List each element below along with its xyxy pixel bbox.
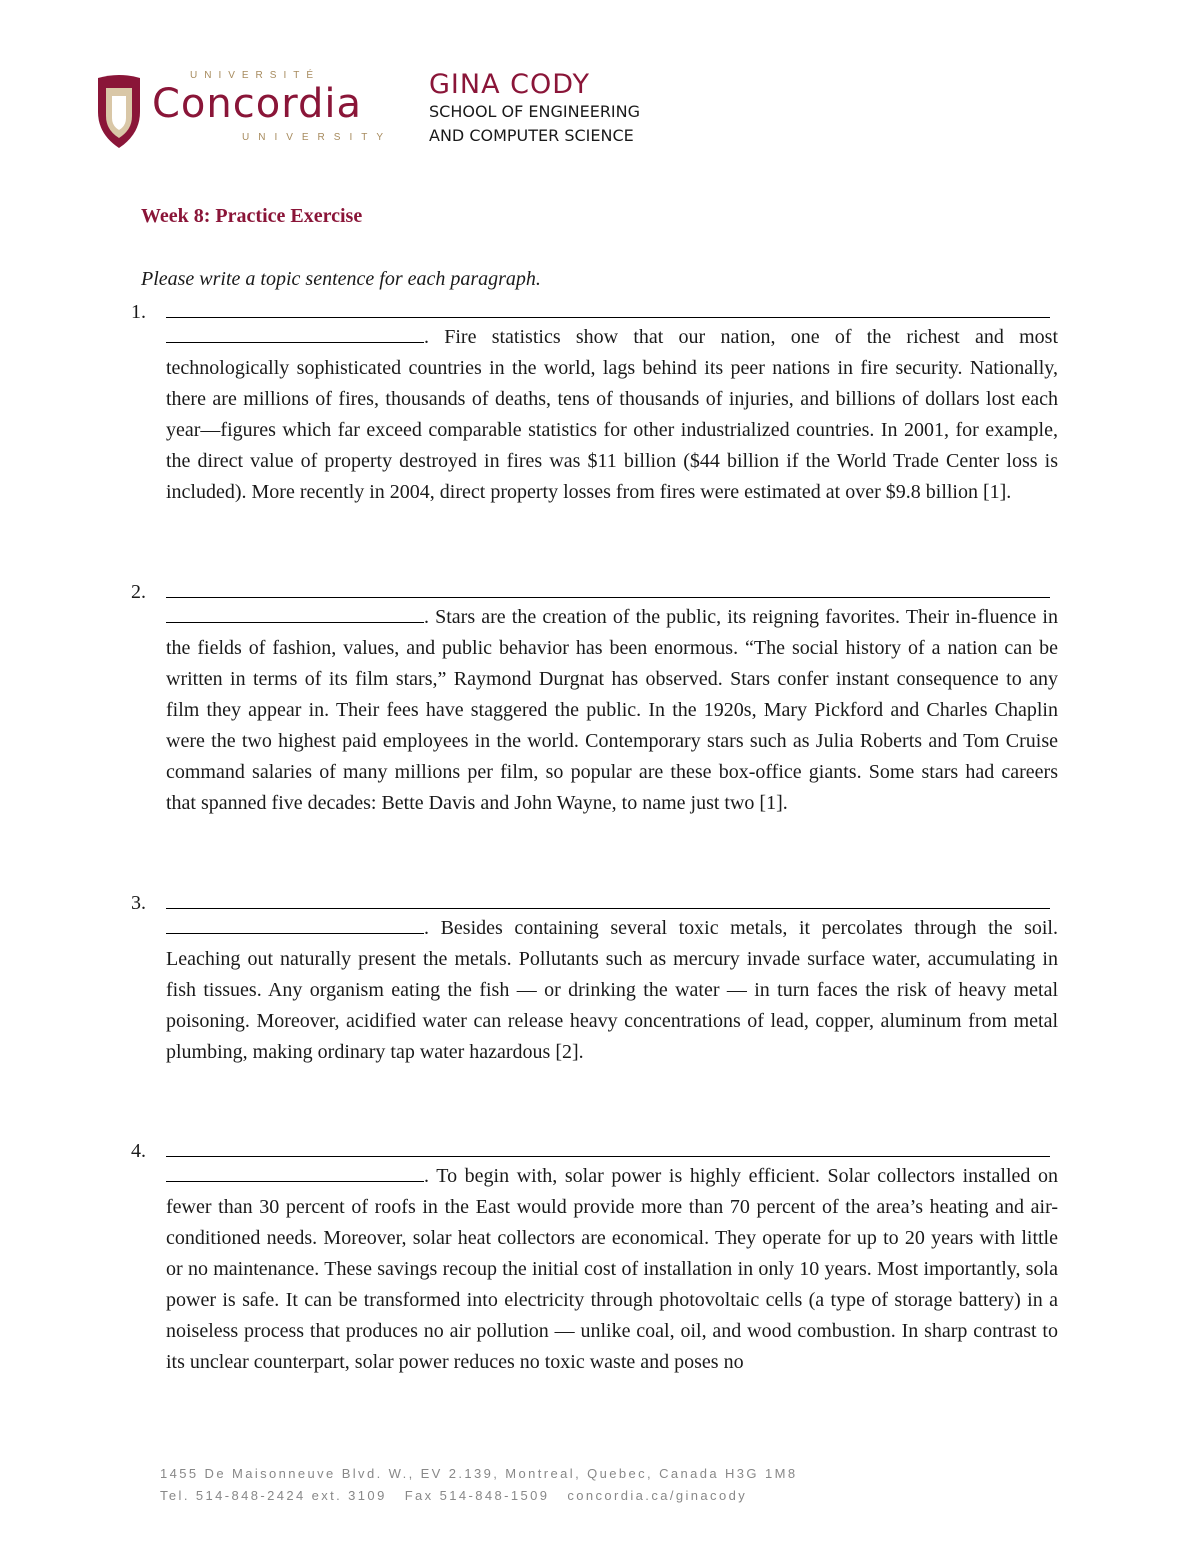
topic-sentence-blank: [166, 913, 424, 934]
topic-sentence-line: [166, 597, 1050, 598]
exercise-number: 1.: [131, 301, 146, 323]
footer-address: 1455 De Maisonneuve Blvd. W., EV 2.139, Montreal, Quebec, Canada H3G 1M8: [160, 1466, 798, 1481]
concordia-shield-logo: [96, 72, 142, 150]
topic-sentence-blank: [166, 1161, 424, 1182]
header: [96, 66, 1096, 156]
footer-fax: Fax 514-848-1509: [404, 1488, 550, 1503]
exercise-number: 4.: [131, 1140, 146, 1162]
school-line-2: AND COMPUTER SCIENCE: [429, 126, 634, 145]
school-name: GINA CODY: [429, 69, 591, 100]
page-title: Week 8: Practice Exercise: [141, 205, 363, 227]
topic-sentence-line: [166, 317, 1050, 318]
footer-contact: [160, 1488, 747, 1503]
exercise-number: 3.: [131, 892, 146, 914]
footer-web-link[interactable]: concordia.ca/ginacody: [567, 1488, 748, 1503]
topic-sentence-line: [166, 1156, 1050, 1157]
paragraph-text: . To begin with, solar power is highly efficient. Solar collectors installed on fewer than 30 percent of roofs in the East would provide more than 70 percent of the area’s heating and air-conditioned needs. Moreover, solar heat collectors are economical. They operate for up to 20 years with little or no maintenance. These savings recoup the initial cost of installation in only 10 years. Most importantly, sola power is safe. It can be transformed into electricity through photovoltaic cells (a type of storage battery) in a noiseless process that produces no air pollution — unlike coal, oil, and wood combustion. In sharp contrast to its unclear counterpart, solar power reduces no toxic waste and poses no: [166, 1165, 1058, 1373]
footer-tel: Tel. 514-848-2424 ext. 3109: [160, 1488, 387, 1503]
exercise-number: 2.: [131, 581, 146, 603]
university-en-label: UNIVERSITY: [242, 132, 393, 143]
exercise-paragraph: [166, 602, 1058, 819]
exercise-paragraph: [166, 913, 1058, 1068]
university-fr-label: UNIVERSITÉ: [190, 70, 321, 81]
topic-sentence-line: [166, 908, 1050, 909]
exercise-paragraph: [166, 1161, 1058, 1378]
paragraph-text: . Besides containing several toxic metals, it percolates through the soil. Leaching out naturally present the metals. Pollutants such as mercury invade surface water, accumulating in fish tissues. Any organism eating the fish — or drinking the water — in turn faces the risk of heavy metal poisoning. Moreover, acidified water can release heavy concentrations of lead, copper, aluminum from metal plumbing, making ordinary tap water hazardous [2].: [166, 917, 1058, 1063]
instruction: Please write a topic sentence for each paragraph.: [141, 268, 541, 290]
paragraph-text: . Stars are the creation of the public, its reigning favorites. Their in-fluence in the fields of fashion, values, and public behavior has been enormous. “The social history of a nation can be written in terms of its film stars,” Raymond Durgnat has observed. Stars confer instant consequence to any film they appear in. Their fees have staggered the public. In the 1920s, Mary Pickford and Charles Chaplin were the two highest paid employees in the world. Contemporary stars such as Julia Roberts and Tom Cruise command salaries of many millions per film, so popular are these box-office giants. Some stars had careers that spanned five decades: Bette Davis and John Wayne, to name just two [1].: [166, 606, 1058, 814]
exercise-paragraph: [166, 322, 1058, 508]
school-line-1: SCHOOL OF ENGINEERING: [429, 102, 641, 121]
concordia-wordmark: Concordia: [152, 81, 362, 127]
topic-sentence-blank: [166, 602, 424, 623]
topic-sentence-blank: [166, 322, 424, 343]
paragraph-text: . Fire statistics show that our nation, one of the richest and most technologically sophisticated countries in the world, lags behind its peer nations in fire security. Nationally, there are millions of fires, thousands of deaths, tens of thousands of injuries, and billions of dollars lost each year—figures which far exceed comparable statistics for other industrialized countries. In 2001, for example, the direct value of property destroyed in fires was $11 billion ($44 billion if the World Trade Center loss is included). More recently in 2004, direct property losses from fires were estimated at over $9.8 billion [1].: [166, 326, 1058, 503]
